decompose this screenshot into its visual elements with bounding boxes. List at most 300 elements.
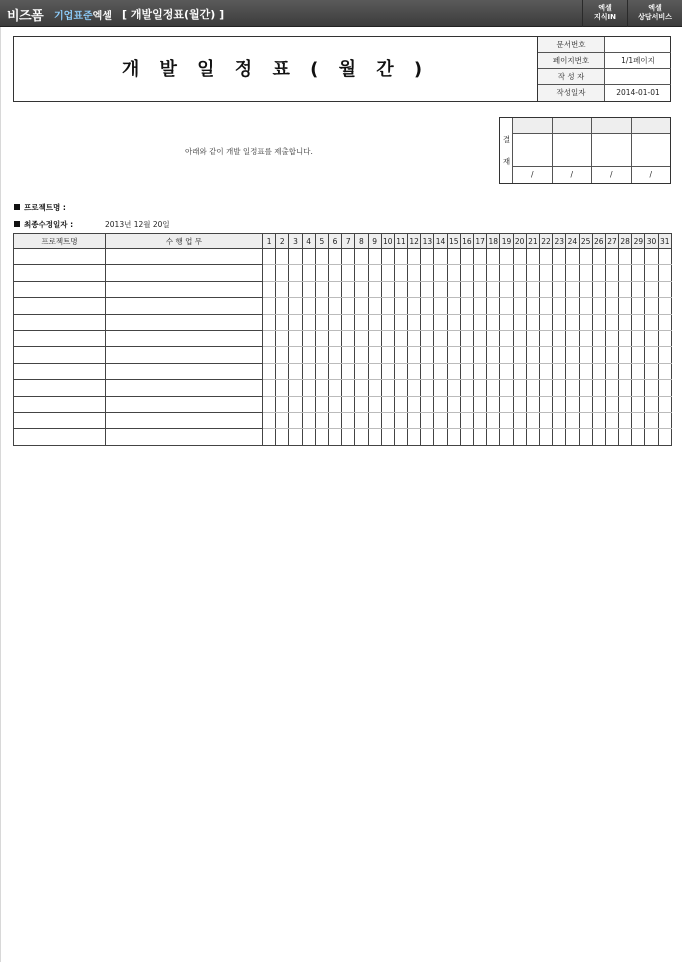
day-cell[interactable]: [539, 314, 552, 330]
day-cell[interactable]: [447, 265, 460, 281]
day-cell[interactable]: [592, 314, 605, 330]
day-cell[interactable]: [394, 281, 407, 297]
day-cell[interactable]: [579, 281, 592, 297]
day-cell[interactable]: [434, 314, 447, 330]
day-cell[interactable]: [513, 347, 526, 363]
day-cell[interactable]: [645, 281, 658, 297]
day-cell[interactable]: [315, 281, 328, 297]
day-cell[interactable]: [592, 363, 605, 379]
day-cell[interactable]: [408, 281, 421, 297]
day-cell[interactable]: [619, 412, 632, 428]
day-cell[interactable]: [434, 249, 447, 265]
day-cell[interactable]: [263, 412, 276, 428]
day-cell[interactable]: [553, 314, 566, 330]
day-cell[interactable]: [658, 249, 671, 265]
day-cell[interactable]: [289, 380, 302, 396]
day-cell[interactable]: [394, 347, 407, 363]
day-cell[interactable]: [460, 265, 473, 281]
day-cell[interactable]: [368, 281, 381, 297]
day-cell[interactable]: [302, 347, 315, 363]
day-cell[interactable]: [487, 429, 500, 445]
day-cell[interactable]: [394, 298, 407, 314]
project-cell[interactable]: [14, 347, 106, 363]
day-cell[interactable]: [302, 396, 315, 412]
day-cell[interactable]: [381, 265, 394, 281]
day-cell[interactable]: [408, 265, 421, 281]
day-cell[interactable]: [460, 281, 473, 297]
day-cell[interactable]: [460, 380, 473, 396]
day-cell[interactable]: [368, 347, 381, 363]
day-cell[interactable]: [632, 429, 645, 445]
day-cell[interactable]: [553, 396, 566, 412]
day-cell[interactable]: [513, 330, 526, 346]
day-cell[interactable]: [263, 314, 276, 330]
day-cell[interactable]: [605, 314, 618, 330]
day-cell[interactable]: [394, 314, 407, 330]
day-cell[interactable]: [513, 363, 526, 379]
day-cell[interactable]: [579, 429, 592, 445]
day-cell[interactable]: [579, 314, 592, 330]
day-cell[interactable]: [302, 412, 315, 428]
day-cell[interactable]: [487, 363, 500, 379]
day-cell[interactable]: [368, 298, 381, 314]
day-cell[interactable]: [368, 330, 381, 346]
day-cell[interactable]: [315, 314, 328, 330]
day-cell[interactable]: [487, 347, 500, 363]
day-cell[interactable]: [421, 380, 434, 396]
day-cell[interactable]: [500, 265, 513, 281]
day-cell[interactable]: [408, 347, 421, 363]
day-cell[interactable]: [474, 298, 487, 314]
day-cell[interactable]: [579, 265, 592, 281]
day-cell[interactable]: [579, 330, 592, 346]
task-cell[interactable]: [106, 380, 263, 396]
day-cell[interactable]: [276, 429, 289, 445]
day-cell[interactable]: [592, 298, 605, 314]
day-cell[interactable]: [408, 380, 421, 396]
day-cell[interactable]: [289, 314, 302, 330]
day-cell[interactable]: [328, 347, 341, 363]
day-cell[interactable]: [513, 281, 526, 297]
day-cell[interactable]: [434, 281, 447, 297]
day-cell[interactable]: [539, 380, 552, 396]
day-cell[interactable]: [579, 347, 592, 363]
day-cell[interactable]: [539, 265, 552, 281]
task-cell[interactable]: [106, 429, 263, 445]
day-cell[interactable]: [315, 412, 328, 428]
day-cell[interactable]: [460, 314, 473, 330]
project-cell[interactable]: [14, 363, 106, 379]
day-cell[interactable]: [368, 314, 381, 330]
day-cell[interactable]: [474, 281, 487, 297]
day-cell[interactable]: [539, 429, 552, 445]
day-cell[interactable]: [342, 380, 355, 396]
approval-title-cell[interactable]: [513, 118, 552, 134]
day-cell[interactable]: [474, 314, 487, 330]
day-cell[interactable]: [553, 298, 566, 314]
day-cell[interactable]: [553, 249, 566, 265]
day-cell[interactable]: [500, 249, 513, 265]
day-cell[interactable]: [460, 412, 473, 428]
excel-consult-service-button[interactable]: [627, 0, 682, 27]
project-cell[interactable]: [14, 412, 106, 428]
day-cell[interactable]: [605, 347, 618, 363]
day-cell[interactable]: [605, 363, 618, 379]
day-cell[interactable]: [539, 396, 552, 412]
day-cell[interactable]: [302, 298, 315, 314]
project-cell[interactable]: [14, 429, 106, 445]
day-cell[interactable]: [408, 330, 421, 346]
day-cell[interactable]: [368, 363, 381, 379]
day-cell[interactable]: [263, 298, 276, 314]
day-cell[interactable]: [474, 347, 487, 363]
day-cell[interactable]: [447, 249, 460, 265]
day-cell[interactable]: [566, 347, 579, 363]
approval-title-cell[interactable]: [592, 118, 631, 134]
day-cell[interactable]: [394, 265, 407, 281]
day-cell[interactable]: [658, 363, 671, 379]
day-cell[interactable]: [566, 396, 579, 412]
day-cell[interactable]: [592, 281, 605, 297]
day-cell[interactable]: [328, 298, 341, 314]
day-cell[interactable]: [658, 298, 671, 314]
day-cell[interactable]: [632, 249, 645, 265]
day-cell[interactable]: [566, 314, 579, 330]
day-cell[interactable]: [645, 314, 658, 330]
day-cell[interactable]: [474, 412, 487, 428]
day-cell[interactable]: [460, 330, 473, 346]
day-cell[interactable]: [342, 298, 355, 314]
day-cell[interactable]: [381, 330, 394, 346]
day-cell[interactable]: [368, 396, 381, 412]
day-cell[interactable]: [460, 249, 473, 265]
day-cell[interactable]: [632, 396, 645, 412]
day-cell[interactable]: [289, 429, 302, 445]
day-cell[interactable]: [328, 429, 341, 445]
day-cell[interactable]: [276, 314, 289, 330]
day-cell[interactable]: [645, 429, 658, 445]
day-cell[interactable]: [381, 396, 394, 412]
day-cell[interactable]: [289, 265, 302, 281]
day-cell[interactable]: [645, 396, 658, 412]
day-cell[interactable]: [381, 298, 394, 314]
day-cell[interactable]: [276, 298, 289, 314]
day-cell[interactable]: [263, 330, 276, 346]
meta-value[interactable]: 1/1페이지: [621, 56, 655, 65]
day-cell[interactable]: [579, 380, 592, 396]
day-cell[interactable]: [302, 281, 315, 297]
day-cell[interactable]: [328, 281, 341, 297]
day-cell[interactable]: [408, 363, 421, 379]
day-cell[interactable]: [619, 298, 632, 314]
day-cell[interactable]: [263, 281, 276, 297]
day-cell[interactable]: [342, 396, 355, 412]
day-cell[interactable]: [368, 429, 381, 445]
day-cell[interactable]: [592, 429, 605, 445]
day-cell[interactable]: [368, 265, 381, 281]
day-cell[interactable]: [421, 314, 434, 330]
task-cell[interactable]: [106, 265, 263, 281]
day-cell[interactable]: [408, 412, 421, 428]
day-cell[interactable]: [645, 412, 658, 428]
day-cell[interactable]: [276, 249, 289, 265]
day-cell[interactable]: [342, 249, 355, 265]
approval-sign-cell[interactable]: [553, 134, 592, 167]
day-cell[interactable]: [328, 412, 341, 428]
day-cell[interactable]: [460, 347, 473, 363]
day-cell[interactable]: [289, 330, 302, 346]
day-cell[interactable]: [355, 429, 368, 445]
day-cell[interactable]: [474, 265, 487, 281]
day-cell[interactable]: [328, 363, 341, 379]
day-cell[interactable]: [342, 265, 355, 281]
day-cell[interactable]: [513, 380, 526, 396]
day-cell[interactable]: [619, 429, 632, 445]
day-cell[interactable]: [645, 347, 658, 363]
day-cell[interactable]: [500, 281, 513, 297]
day-cell[interactable]: [605, 380, 618, 396]
day-cell[interactable]: [421, 265, 434, 281]
day-cell[interactable]: [276, 396, 289, 412]
day-cell[interactable]: [566, 249, 579, 265]
day-cell[interactable]: [513, 298, 526, 314]
day-cell[interactable]: [368, 380, 381, 396]
day-cell[interactable]: [474, 363, 487, 379]
day-cell[interactable]: [355, 412, 368, 428]
day-cell[interactable]: [513, 412, 526, 428]
day-cell[interactable]: [394, 363, 407, 379]
day-cell[interactable]: [342, 347, 355, 363]
day-cell[interactable]: [592, 412, 605, 428]
day-cell[interactable]: [328, 330, 341, 346]
day-cell[interactable]: [553, 380, 566, 396]
day-cell[interactable]: [553, 363, 566, 379]
day-cell[interactable]: [539, 363, 552, 379]
day-cell[interactable]: [447, 363, 460, 379]
meta-value[interactable]: [605, 69, 671, 84]
day-cell[interactable]: [566, 429, 579, 445]
day-cell[interactable]: [658, 281, 671, 297]
day-cell[interactable]: [263, 363, 276, 379]
day-cell[interactable]: [553, 429, 566, 445]
day-cell[interactable]: [487, 380, 500, 396]
day-cell[interactable]: [605, 298, 618, 314]
day-cell[interactable]: [434, 396, 447, 412]
day-cell[interactable]: [421, 396, 434, 412]
day-cell[interactable]: [447, 380, 460, 396]
day-cell[interactable]: [434, 347, 447, 363]
day-cell[interactable]: [263, 429, 276, 445]
day-cell[interactable]: [315, 380, 328, 396]
day-cell[interactable]: [526, 380, 539, 396]
day-cell[interactable]: [460, 396, 473, 412]
day-cell[interactable]: [526, 347, 539, 363]
day-cell[interactable]: [289, 249, 302, 265]
day-cell[interactable]: [276, 330, 289, 346]
project-cell[interactable]: [14, 249, 106, 265]
day-cell[interactable]: [526, 330, 539, 346]
day-cell[interactable]: [302, 429, 315, 445]
day-cell[interactable]: [447, 314, 460, 330]
day-cell[interactable]: [302, 265, 315, 281]
project-cell[interactable]: [14, 298, 106, 314]
day-cell[interactable]: [434, 380, 447, 396]
day-cell[interactable]: [487, 249, 500, 265]
day-cell[interactable]: [342, 363, 355, 379]
day-cell[interactable]: [263, 347, 276, 363]
day-cell[interactable]: [394, 396, 407, 412]
day-cell[interactable]: [658, 314, 671, 330]
day-cell[interactable]: [355, 347, 368, 363]
day-cell[interactable]: [328, 249, 341, 265]
day-cell[interactable]: [315, 429, 328, 445]
day-cell[interactable]: [394, 380, 407, 396]
day-cell[interactable]: [421, 249, 434, 265]
day-cell[interactable]: [487, 265, 500, 281]
day-cell[interactable]: [381, 249, 394, 265]
day-cell[interactable]: [579, 396, 592, 412]
day-cell[interactable]: [553, 347, 566, 363]
meta-value[interactable]: [605, 37, 671, 52]
day-cell[interactable]: [263, 249, 276, 265]
day-cell[interactable]: [460, 298, 473, 314]
day-cell[interactable]: [619, 380, 632, 396]
day-cell[interactable]: [355, 298, 368, 314]
day-cell[interactable]: [487, 330, 500, 346]
day-cell[interactable]: [381, 347, 394, 363]
day-cell[interactable]: [289, 347, 302, 363]
day-cell[interactable]: [500, 412, 513, 428]
day-cell[interactable]: [658, 429, 671, 445]
day-cell[interactable]: [447, 330, 460, 346]
day-cell[interactable]: [355, 330, 368, 346]
day-cell[interactable]: [592, 396, 605, 412]
day-cell[interactable]: [421, 281, 434, 297]
day-cell[interactable]: [605, 330, 618, 346]
approval-title-cell[interactable]: [553, 118, 592, 134]
day-cell[interactable]: [632, 281, 645, 297]
day-cell[interactable]: [381, 314, 394, 330]
day-cell[interactable]: [513, 265, 526, 281]
day-cell[interactable]: [619, 363, 632, 379]
day-cell[interactable]: [500, 347, 513, 363]
day-cell[interactable]: [342, 281, 355, 297]
day-cell[interactable]: [434, 298, 447, 314]
day-cell[interactable]: [408, 429, 421, 445]
approval-date-cell[interactable]: /: [609, 170, 613, 179]
day-cell[interactable]: [460, 363, 473, 379]
last-modified-value[interactable]: 2013년 12월 20일: [105, 220, 170, 229]
day-cell[interactable]: [315, 265, 328, 281]
day-cell[interactable]: [276, 347, 289, 363]
day-cell[interactable]: [553, 281, 566, 297]
day-cell[interactable]: [368, 412, 381, 428]
day-cell[interactable]: [276, 363, 289, 379]
day-cell[interactable]: [632, 347, 645, 363]
day-cell[interactable]: [487, 298, 500, 314]
day-cell[interactable]: [645, 330, 658, 346]
day-cell[interactable]: [658, 265, 671, 281]
day-cell[interactable]: [658, 347, 671, 363]
day-cell[interactable]: [368, 249, 381, 265]
day-cell[interactable]: [658, 330, 671, 346]
day-cell[interactable]: [447, 429, 460, 445]
day-cell[interactable]: [605, 265, 618, 281]
day-cell[interactable]: [315, 396, 328, 412]
day-cell[interactable]: [500, 314, 513, 330]
day-cell[interactable]: [315, 347, 328, 363]
day-cell[interactable]: [474, 429, 487, 445]
project-cell[interactable]: [14, 330, 106, 346]
project-cell[interactable]: [14, 265, 106, 281]
day-cell[interactable]: [421, 347, 434, 363]
project-cell[interactable]: [14, 396, 106, 412]
day-cell[interactable]: [328, 380, 341, 396]
day-cell[interactable]: [500, 380, 513, 396]
day-cell[interactable]: [355, 363, 368, 379]
day-cell[interactable]: [434, 330, 447, 346]
excel-knowledge-in-button[interactable]: [582, 0, 627, 27]
day-cell[interactable]: [342, 412, 355, 428]
day-cell[interactable]: [513, 396, 526, 412]
day-cell[interactable]: [632, 363, 645, 379]
day-cell[interactable]: [526, 412, 539, 428]
day-cell[interactable]: [434, 429, 447, 445]
day-cell[interactable]: [605, 412, 618, 428]
day-cell[interactable]: [632, 330, 645, 346]
day-cell[interactable]: [315, 298, 328, 314]
day-cell[interactable]: [645, 249, 658, 265]
day-cell[interactable]: [526, 249, 539, 265]
day-cell[interactable]: [658, 396, 671, 412]
day-cell[interactable]: [645, 265, 658, 281]
day-cell[interactable]: [619, 314, 632, 330]
day-cell[interactable]: [434, 265, 447, 281]
day-cell[interactable]: [553, 412, 566, 428]
day-cell[interactable]: [539, 298, 552, 314]
day-cell[interactable]: [408, 396, 421, 412]
day-cell[interactable]: [579, 363, 592, 379]
day-cell[interactable]: [355, 281, 368, 297]
day-cell[interactable]: [328, 265, 341, 281]
meta-value[interactable]: 2014-01-01: [616, 88, 660, 97]
day-cell[interactable]: [474, 249, 487, 265]
day-cell[interactable]: [487, 396, 500, 412]
day-cell[interactable]: [474, 396, 487, 412]
day-cell[interactable]: [421, 412, 434, 428]
day-cell[interactable]: [421, 363, 434, 379]
day-cell[interactable]: [447, 412, 460, 428]
day-cell[interactable]: [302, 249, 315, 265]
day-cell[interactable]: [566, 265, 579, 281]
day-cell[interactable]: [355, 265, 368, 281]
day-cell[interactable]: [645, 363, 658, 379]
day-cell[interactable]: [302, 330, 315, 346]
day-cell[interactable]: [619, 347, 632, 363]
day-cell[interactable]: [619, 281, 632, 297]
day-cell[interactable]: [276, 412, 289, 428]
day-cell[interactable]: [434, 412, 447, 428]
day-cell[interactable]: [302, 363, 315, 379]
day-cell[interactable]: [315, 330, 328, 346]
day-cell[interactable]: [394, 249, 407, 265]
day-cell[interactable]: [566, 281, 579, 297]
day-cell[interactable]: [513, 429, 526, 445]
day-cell[interactable]: [355, 314, 368, 330]
day-cell[interactable]: [592, 380, 605, 396]
day-cell[interactable]: [526, 429, 539, 445]
day-cell[interactable]: [289, 396, 302, 412]
